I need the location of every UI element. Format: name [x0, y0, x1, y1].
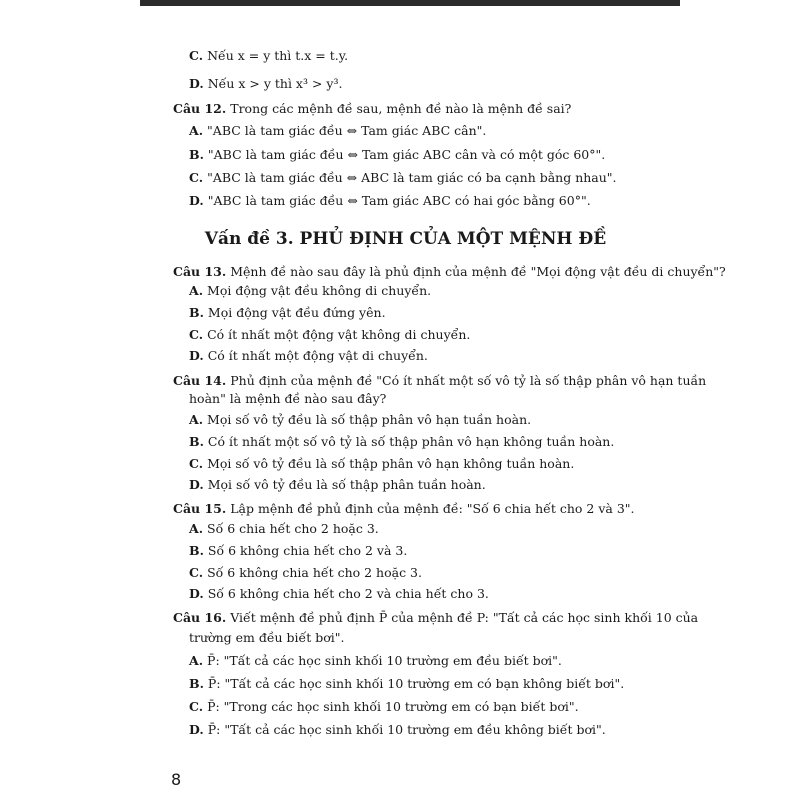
option-line: D. "ABC là tam giác đều ⇔ Tam giác ABC có hai góc bằng 60°". — [189, 193, 591, 208]
question-12: Câu 12. Trong các mệnh đề sau, mệnh đề nào là mệnh đề sai? — [173, 101, 572, 116]
question-16-continued: trường em đều biết bơi". — [189, 630, 345, 645]
option-line: A. Số 6 chia hết cho 2 hoặc 3. — [189, 521, 379, 536]
option-line: B. Có ít nhất một số vô tỷ là số thập phân vô hạn không tuần hoàn. — [189, 434, 615, 449]
option-line: A. Mọi động vật đều không di chuyển. — [189, 283, 432, 298]
option-line: D. Mọi số vô tỷ đều là số thập phân tuần hoàn. — [189, 477, 486, 492]
question-15: Câu 15. Lập mệnh đề phủ định của mệnh đề: "Số 6 chia hết cho 2 và 3". — [173, 501, 635, 516]
option-line: A. Mọi số vô tỷ đều là số thập phân vô hạn tuần hoàn. — [189, 412, 532, 427]
page-number: 8 — [171, 770, 182, 789]
option-line: D. Nếu x > y thì x³ > y³. — [189, 76, 343, 91]
option-line: B. Số 6 không chia hết cho 2 và 3. — [189, 543, 408, 558]
top-edge-bar — [140, 0, 680, 6]
question-14-continued: hoàn" là mệnh đề nào sau đây? — [189, 391, 387, 406]
option-line: C. Nếu x = y thì t.x = t.y. — [189, 48, 349, 63]
section-heading: Vấn đề 3. PHỦ ĐỊNH CỦA MỘT MỆNH ĐỀ — [204, 229, 607, 249]
option-line: C. Có ít nhất một động vật không di chuyển. — [189, 327, 471, 342]
option-line: A. "ABC là tam giác đều ⇔ Tam giác ABC cân". — [189, 123, 487, 138]
option-line: A. P̄: "Tất cả các học sinh khối 10 trường em đều biết bơi". — [189, 653, 562, 668]
option-line: D. P̄: "Tất cả các học sinh khối 10 trường em đều không biết bơi". — [189, 722, 606, 737]
option-line: C. P̄: "Trong các học sinh khối 10 trường em có bạn biết bơi". — [189, 699, 579, 714]
option-line: C. "ABC là tam giác đều ⇔ ABC là tam giác có ba cạnh bằng nhau". — [189, 170, 617, 185]
question-13: Câu 13. Mệnh đề nào sau đây là phủ định của mệnh đề "Mọi động vật đều di chuyển"? — [173, 264, 726, 279]
question-14: Câu 14. Phủ định của mệnh đề "Có ít nhất một số vô tỷ là số thập phân vô hạn tuần — [173, 373, 707, 388]
option-line: B. "ABC là tam giác đều ⇔ Tam giác ABC cân và có một góc 60°". — [189, 147, 606, 162]
option-line: B. P̄: "Tất cả các học sinh khối 10 trường em có bạn không biết bơi". — [189, 676, 625, 691]
question-16: Câu 16. Viết mệnh đề phủ định P̄ của mệnh đề P: "Tất cả các học sinh khối 10 của — [173, 610, 699, 625]
option-line: D. Số 6 không chia hết cho 2 và chia hết cho 3. — [189, 586, 489, 601]
option-line: C. Số 6 không chia hết cho 2 hoặc 3. — [189, 565, 422, 580]
option-line: C. Mọi số vô tỷ đều là số thập phân vô hạn không tuần hoàn. — [189, 456, 575, 471]
option-line: B. Mọi động vật đều đứng yên. — [189, 305, 386, 320]
option-line: D. Có ít nhất một động vật di chuyển. — [189, 348, 428, 363]
